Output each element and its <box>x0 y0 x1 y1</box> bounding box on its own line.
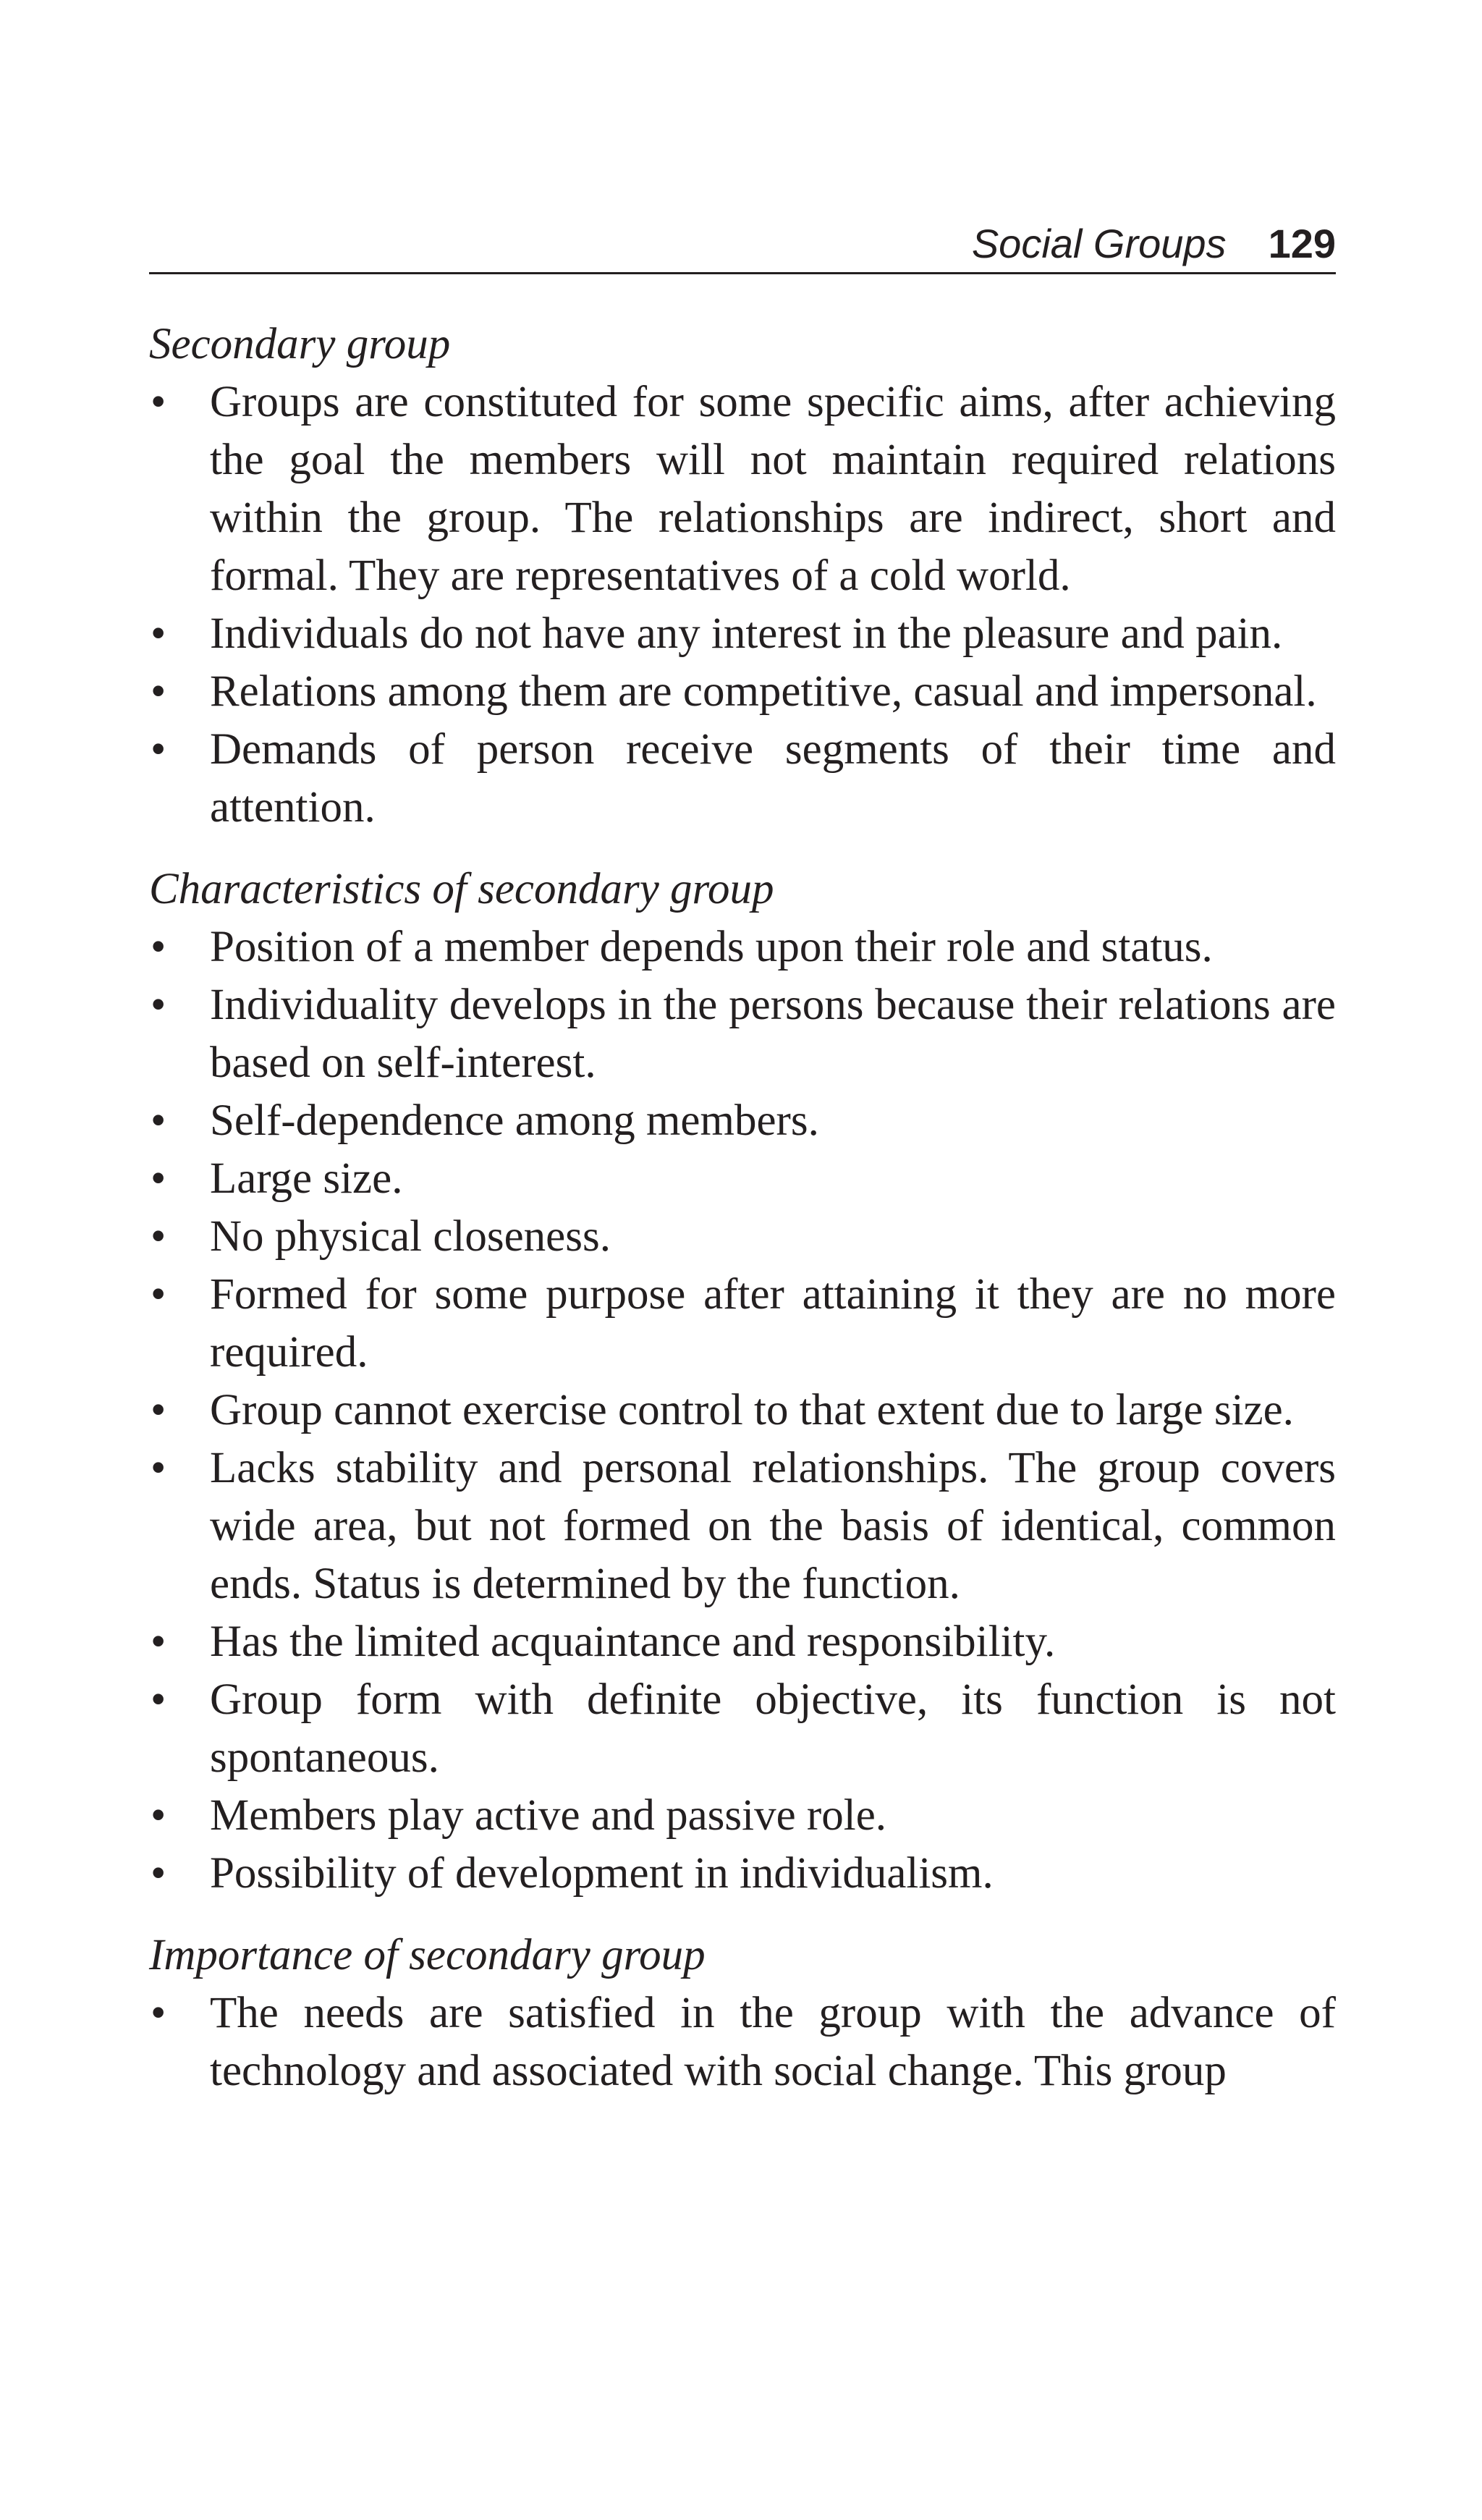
section-heading: Secondary group <box>149 320 451 368</box>
section-importance <box>149 1927 1336 2100</box>
running-title: Social Groups <box>971 220 1227 266</box>
bullet-item: • No physical closeness. <box>149 1208 1336 1266</box>
bullet-item: • Group cannot exercise control to that extent due to large size. <box>149 1382 1336 1439</box>
bullet-item: • Position of a member depends upon their role and status. <box>149 918 1336 976</box>
bullet-item: • Lacks stability and personal relationships. The group covers wide area, but not formed on the basis of identical, common ends. Status is determined by the function. <box>149 1439 1336 1613</box>
bullet-item: • Individuals do not have any interest in the pleasure and pain. <box>149 605 1336 663</box>
bullet-item: • Members play active and passive role. <box>149 1787 1336 1845</box>
page-number: 129 <box>1268 220 1336 266</box>
bullet-item: • Large size. <box>149 1150 1336 1208</box>
bullet-item: • Possibility of development in individualism. <box>149 1845 1336 1903</box>
section-heading: Characteristics of secondary group <box>149 865 774 913</box>
bullet-item: • Has the limited acquaintance and responsibility. <box>149 1613 1336 1671</box>
bullet-list <box>149 373 1336 837</box>
section-characteristics <box>149 861 1336 1903</box>
bullet-list <box>149 918 1336 1903</box>
bullet-item: • Individuality develops in the persons because their relations are based on self-interest. <box>149 976 1336 1092</box>
bullet-item: • Groups are constituted for some specific aims, after achieving the goal the members will not maintain required relations within the group. The relationships are indirect, short and formal. They are representatives of a cold world. <box>149 373 1336 605</box>
running-header <box>149 214 1336 274</box>
body-text <box>149 316 1336 2100</box>
bullet-item: • Formed for some purpose after attaining it they are no more required. <box>149 1266 1336 1382</box>
section-secondary-group <box>149 316 1336 837</box>
bullet-item: • Relations among them are competitive, casual and impersonal. <box>149 663 1336 721</box>
bullet-item: • Self-dependence among members. <box>149 1092 1336 1150</box>
bullet-list <box>149 1984 1336 2100</box>
section-heading: Importance of secondary group <box>149 1931 706 1979</box>
bullet-item: • Group form with definite objective, its function is not spontaneous. <box>149 1671 1336 1787</box>
bullet-item: • The needs are satisfied in the group with the advance of technology and associated with social change. This group <box>149 1984 1336 2100</box>
bullet-item: • Demands of person receive segments of their time and attention. <box>149 721 1336 837</box>
